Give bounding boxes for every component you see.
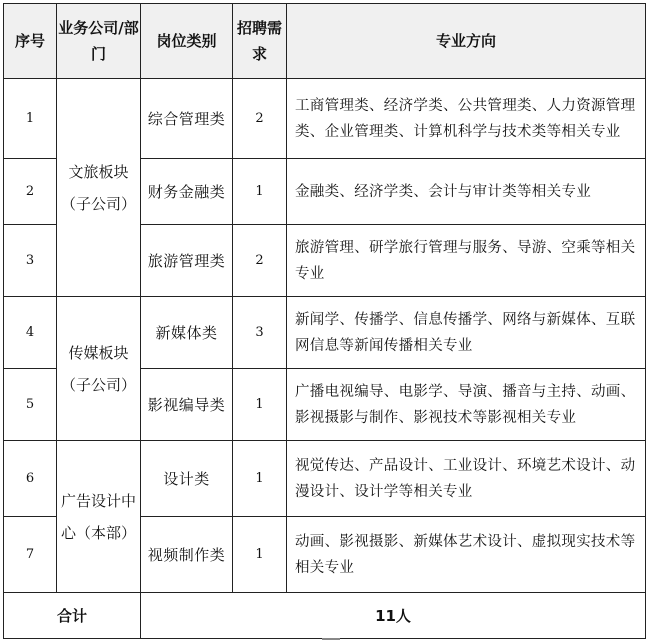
row-demand: 2 — [233, 79, 287, 159]
recruitment-table — [3, 3, 646, 639]
row-seq: 2 — [4, 159, 57, 225]
row-demand: 1 — [233, 159, 287, 225]
row-major: 工商管理类、经济学类、公共管理类、人力资源管理类、企业管理类、计算机科学与技术类等相关专业 — [287, 79, 646, 159]
row-demand: 2 — [233, 225, 287, 297]
table-row — [4, 297, 646, 369]
row-major: 动画、影视摄影、新媒体艺术设计、虚拟现实技术等相关专业 — [287, 517, 646, 593]
total-value: 11人 — [141, 593, 646, 639]
row-position: 影视编导类 — [141, 369, 233, 441]
header-seq: 序号 — [4, 4, 57, 79]
header-demand: 招聘需求 — [233, 4, 287, 79]
row-seq: 3 — [4, 225, 57, 297]
row-demand: 1 — [233, 369, 287, 441]
group-wenlv: 文旅板块（子公司） — [57, 79, 141, 297]
row-demand: 1 — [233, 517, 287, 593]
row-demand: 3 — [233, 297, 287, 369]
row-seq: 6 — [4, 441, 57, 517]
table-row — [4, 441, 646, 517]
total-row — [4, 593, 646, 639]
row-position: 视频制作类 — [141, 517, 233, 593]
header-company: 业务公司/部门 — [57, 4, 141, 79]
table-row — [4, 79, 646, 159]
group-chuanmei: 传媒板块（子公司） — [57, 297, 141, 441]
row-major: 视觉传达、产品设计、工业设计、环境艺术设计、动漫设计、设计学等相关专业 — [287, 441, 646, 517]
row-major: 旅游管理、研学旅行管理与服务、导游、空乘等相关专业 — [287, 225, 646, 297]
row-position: 设计类 — [141, 441, 233, 517]
row-seq: 4 — [4, 297, 57, 369]
row-seq: 7 — [4, 517, 57, 593]
row-major: 新闻学、传播学、信息传播学、网络与新媒体、互联网信息等新闻传播相关专业 — [287, 297, 646, 369]
header-row — [4, 4, 646, 79]
row-demand: 1 — [233, 441, 287, 517]
row-major: 广播电视编导、电影学、导演、播音与主持、动画、影视摄影与制作、影视技术等影视相关专业 — [287, 369, 646, 441]
row-seq: 1 — [4, 79, 57, 159]
row-position: 新媒体类 — [141, 297, 233, 369]
row-position: 旅游管理类 — [141, 225, 233, 297]
group-guanggao: 广告设计中心（本部） — [57, 441, 141, 593]
header-major: 专业方向 — [287, 4, 646, 79]
total-label: 合计 — [4, 593, 141, 639]
bottom-divider — [322, 638, 340, 640]
header-position: 岗位类别 — [141, 4, 233, 79]
row-seq: 5 — [4, 369, 57, 441]
row-position: 综合管理类 — [141, 79, 233, 159]
row-position: 财务金融类 — [141, 159, 233, 225]
row-major: 金融类、经济学类、会计与审计类等相关专业 — [287, 159, 646, 225]
